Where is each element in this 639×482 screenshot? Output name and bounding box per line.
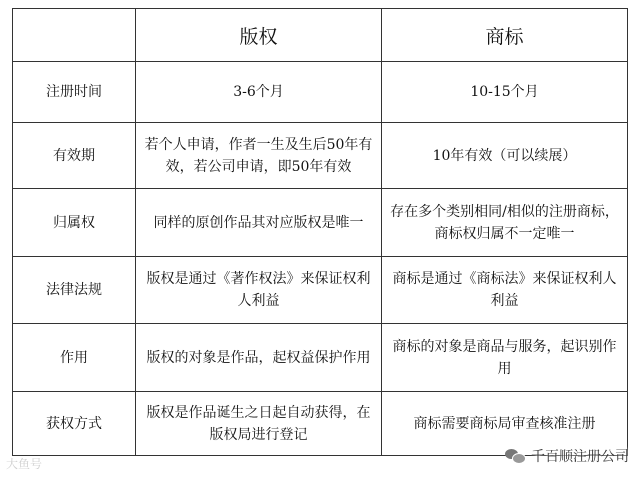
trademark-cell: 10-15个月: [382, 62, 628, 123]
comparison-table: [12, 8, 628, 456]
table-row: [13, 62, 628, 123]
wechat-icon: [505, 448, 525, 464]
trademark-cell: 商标的对象是商品与服务，起识别作用: [382, 324, 628, 392]
header-copyright: 版权: [136, 9, 382, 62]
row-label: 有效期: [13, 123, 136, 189]
copyright-cell: 同样的原创作品其对应版权是唯一: [136, 189, 382, 257]
table-row: [13, 324, 628, 392]
copyright-cell: 版权是作品诞生之日起自动获得，在版权局进行登记: [136, 392, 382, 456]
watermark-left: 大鱼号: [6, 457, 43, 471]
table-row: [13, 257, 628, 324]
copyright-cell: 3-6个月: [136, 62, 382, 123]
table-row: [13, 123, 628, 189]
trademark-cell: 存在多个类别相同/相似的注册商标，商标权归属不一定唯一: [382, 189, 628, 257]
trademark-cell: 商标需要商标局审查核准注册: [382, 392, 628, 456]
copyright-cell: 版权是通过《著作权法》来保证权利人利益: [136, 257, 382, 324]
row-label: 注册时间: [13, 62, 136, 123]
watermark-right: [505, 446, 629, 466]
table-row: [13, 189, 628, 257]
trademark-cell: 10年有效（可以续展）: [382, 123, 628, 189]
header-row: [13, 9, 628, 62]
row-label: 法律法规: [13, 257, 136, 324]
trademark-cell: 商标是通过《商标法》来保证权利人利益: [382, 257, 628, 324]
copyright-cell: 版权的对象是作品，起权益保护作用: [136, 324, 382, 392]
row-label: 作用: [13, 324, 136, 392]
header-trademark: 商标: [382, 9, 628, 62]
watermark-right-text: 千百顺注册公司: [531, 449, 629, 465]
row-label: 归属权: [13, 189, 136, 257]
copyright-cell: 若个人申请，作者一生及生后50年有效，若公司申请，即50年有效: [136, 123, 382, 189]
row-label: 获权方式: [13, 392, 136, 456]
header-corner: [13, 9, 136, 62]
